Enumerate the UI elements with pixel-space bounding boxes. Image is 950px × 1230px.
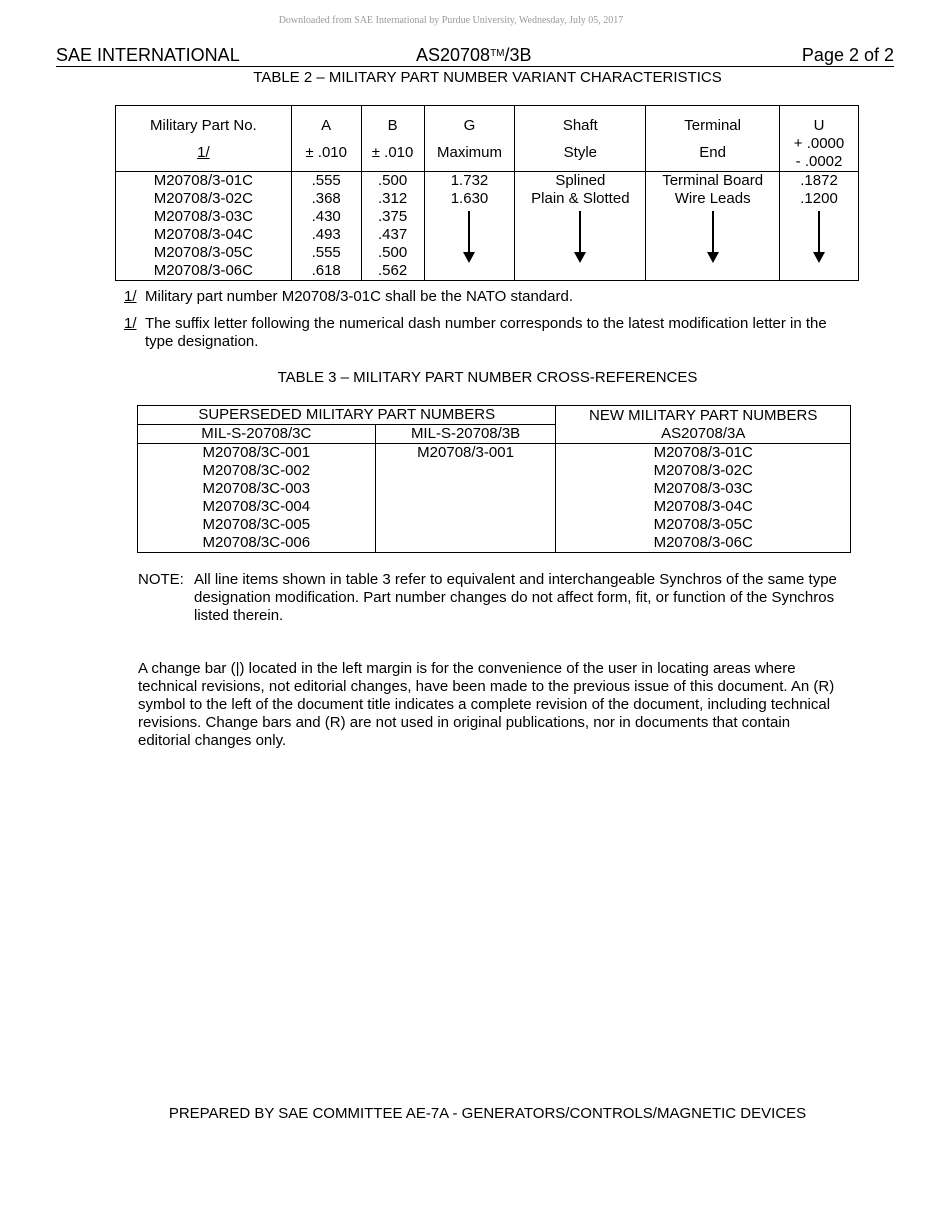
new-part-number: M20708/3-02C xyxy=(653,462,753,479)
mil-s-20708-3b-header: MIL-S-20708/3B xyxy=(375,425,556,444)
b-column xyxy=(361,172,424,281)
shaft-style-value: Splined xyxy=(555,172,606,189)
u-value: .1872 xyxy=(800,172,838,189)
a-value: .555 xyxy=(311,172,341,189)
b-value: .312 xyxy=(377,190,408,207)
b-value: .500 xyxy=(377,172,408,189)
new-part-number: M20708/3-05C xyxy=(653,516,753,533)
cross-reference-table xyxy=(137,405,851,553)
document-number: AS20708™/3B xyxy=(416,45,532,65)
superseded-part-number: M20708/3C-002 xyxy=(202,462,311,479)
footnote-mark: 1/ xyxy=(124,288,137,305)
trademark-mark: TM xyxy=(490,48,505,59)
superseded-header: SUPERSEDED MILITARY PART NUMBERS xyxy=(138,406,556,425)
shaft-style-value: Plain & Slotted xyxy=(531,190,630,207)
header-a: A ± .010 xyxy=(291,106,361,172)
shaft-style-column xyxy=(515,172,646,281)
part-number: M20708/3-01C xyxy=(153,172,253,189)
note-text: All line items shown in table 3 refer to equivalent and interchangeable Synchros of the same type designation modification. Part number changes do not affect form, fit, or function of the Synchros listed therein. xyxy=(194,571,837,624)
terminal-end-column xyxy=(646,172,780,281)
terminal-end-value: Wire Leads xyxy=(674,190,751,207)
a-value: .618 xyxy=(311,262,341,279)
a-value: .555 xyxy=(311,244,341,261)
variant-characteristics-table xyxy=(115,105,859,281)
new-part-number: M20708/3-03C xyxy=(653,480,753,497)
header-terminal-end: Terminal End xyxy=(646,106,780,172)
note-label: NOTE: xyxy=(138,571,184,588)
mil-s-20708-3b-column xyxy=(375,444,556,553)
header-shaft-style: Shaft Style xyxy=(515,106,646,172)
new-part-numbers-header: NEW MILITARY PART NUMBERS AS20708/3A xyxy=(556,406,851,444)
superseded-part-number: M20708/3C-001 xyxy=(202,444,311,461)
superseded-part-number: M20708/3C-005 xyxy=(202,516,311,533)
new-part-number: M20708/3-04C xyxy=(653,498,753,515)
down-arrow-icon xyxy=(573,211,587,263)
down-arrow-icon xyxy=(812,211,826,263)
mil-s-20708-3c-header: MIL-S-20708/3C xyxy=(138,425,376,444)
footnote-text: Military part number M20708/3-01C shall be the NATO standard. xyxy=(145,288,573,305)
a-value: .493 xyxy=(311,226,341,243)
table2-caption: TABLE 2 – MILITARY PART NUMBER VARIANT CHARACTERISTICS xyxy=(253,69,722,86)
part-number-column xyxy=(116,172,292,281)
publisher-name: SAE INTERNATIONAL xyxy=(56,45,240,65)
b-value: .500 xyxy=(377,244,408,261)
a-column xyxy=(291,172,361,281)
down-arrow-icon xyxy=(706,211,720,263)
u-column xyxy=(780,172,859,281)
superseded-part-number: M20708/3C-004 xyxy=(202,498,311,515)
new-part-number-column xyxy=(556,444,851,553)
part-number: M20708/3-04C xyxy=(153,226,253,243)
part-number: M20708/3-03C xyxy=(153,208,253,225)
table3-caption: TABLE 3 – MILITARY PART NUMBER CROSS-REFERENCES xyxy=(277,369,698,386)
superseded-part-number: M20708/3-001 xyxy=(417,444,514,461)
g-value: 1.732 xyxy=(450,172,489,189)
committee-footer: PREPARED BY SAE COMMITTEE AE-7A - GENERATORS/CONTROLS/MAGNETIC DEVICES xyxy=(168,1105,807,1122)
download-notice: Downloaded from SAE International by Purdue University, Wednesday, July 05, 2017 xyxy=(278,15,624,26)
superseded-part-number: M20708/3C-006 xyxy=(202,534,311,551)
page-indicator: Page 2 of 2 xyxy=(801,45,894,65)
b-value: .375 xyxy=(377,208,408,225)
header-military-part-no: Military Part No. 1/ xyxy=(116,106,292,172)
mil-s-20708-3c-column xyxy=(138,444,376,553)
page-header xyxy=(56,44,894,67)
u-value: .1200 xyxy=(800,190,838,207)
b-value: .437 xyxy=(377,226,408,243)
header-b: B ± .010 xyxy=(361,106,424,172)
footnote-mark: 1/ xyxy=(124,315,137,332)
part-number: M20708/3-02C xyxy=(153,190,253,207)
footnote-text: The suffix letter following the numerical dash number corresponds to the latest modification letter in the type designation. xyxy=(145,315,827,350)
g-column xyxy=(424,172,515,281)
a-value: .368 xyxy=(311,190,341,207)
terminal-end-value: Terminal Board xyxy=(662,172,764,189)
down-arrow-icon xyxy=(462,211,476,263)
superseded-part-number: M20708/3C-003 xyxy=(202,480,311,497)
header-u: U + .0000 - .0002 xyxy=(780,106,859,172)
g-value: 1.630 xyxy=(450,190,489,207)
part-number: M20708/3-06C xyxy=(153,262,253,279)
part-number: M20708/3-05C xyxy=(153,244,253,261)
b-value: .562 xyxy=(377,262,408,279)
change-bar-paragraph: A change bar (|) located in the left margin is for the convenience of the user in locating areas where technical revisions, not editorial changes, have been made to the previous issue of this document. An (R) symbol to the left of the document title indicates a complete revision of the document, including technical revisions. Change bars and (R) are not used in original publications, nor in documents that contain editorial changes only. xyxy=(138,660,835,749)
header-g: G Maximum xyxy=(424,106,515,172)
a-value: .430 xyxy=(311,208,341,225)
new-part-number: M20708/3-01C xyxy=(653,444,753,461)
new-part-number: M20708/3-06C xyxy=(653,534,753,551)
